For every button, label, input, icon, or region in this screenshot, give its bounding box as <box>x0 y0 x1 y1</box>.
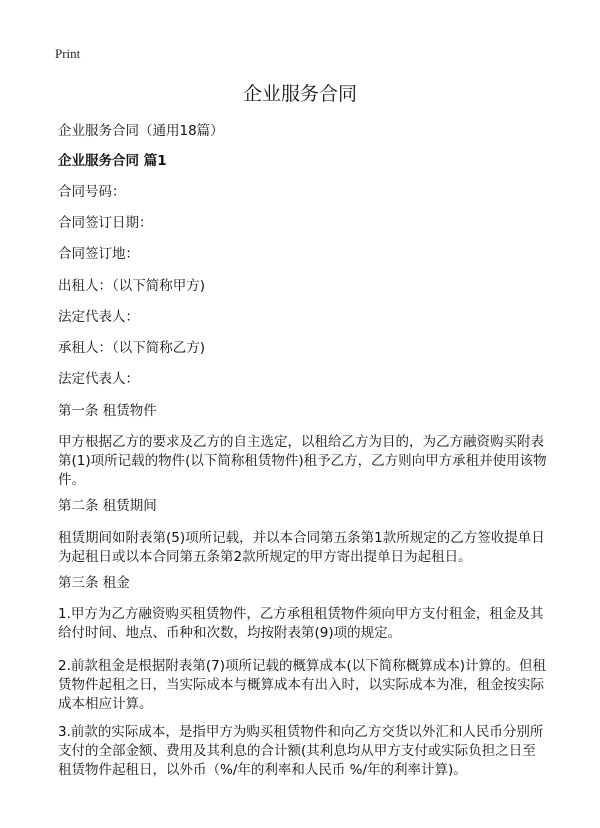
text-line: 赁物件起租之日，当实际成本与概算成本有出入时，以实际成本为准，租金按实际 <box>58 677 544 693</box>
article-1-body <box>58 433 558 490</box>
section-heading: 企业服务合同 篇1 <box>58 153 167 169</box>
text-line: 3.前款的实际成本，是指甲方为购买租赁物件和向乙方交货以外汇和人民币分别所 <box>58 724 544 740</box>
article-2-heading: 第二条 租赁期间 <box>58 498 157 514</box>
text-line: 为起租日或以本合同第五条第2款所规定的甲方寄出提单日为起租日。 <box>58 549 472 565</box>
text-line: 给付时间、地点、币种和次数，均按附表第(9)项的规定。 <box>58 625 402 641</box>
document-title: 企业服务合同 <box>242 83 357 105</box>
field-lessee-representative: 法定代表人： <box>58 371 139 387</box>
text-line: 租赁期间如附表第(5)项所记载，并以本合同第五条第1款所规定的乙方签收提单日 <box>58 530 545 546</box>
article-3-clause-3 <box>58 723 558 780</box>
field-sign-date: 合同签订日期： <box>58 215 153 231</box>
article-1-heading: 第一条 租赁物件 <box>58 403 157 419</box>
text-line: 1.甲方为乙方融资购买租赁物件，乙方承租租赁物件须向甲方支付租金，租金及其 <box>58 606 544 622</box>
text-line: 成本相应计算。 <box>58 696 153 712</box>
article-3-clause-2 <box>58 657 558 714</box>
field-sign-place: 合同签订地： <box>58 246 139 262</box>
text-line: 件。 <box>58 472 85 488</box>
text-line: 租赁物件起租日，以外币（%/年的利率和人民币 %/年的利率计算)。 <box>58 762 467 778</box>
field-lessee: 承租人：（以下简称乙方) <box>58 340 206 356</box>
text-line: 第(1)项所记载的物件(以下简称租赁物件)租予乙方，乙方则向甲方承租并使用该物 <box>58 453 547 469</box>
field-lessor: 出租人：（以下简称甲方) <box>58 278 206 294</box>
print-link[interactable]: Print <box>55 46 81 61</box>
article-2-body <box>58 529 558 567</box>
field-contract-number: 合同号码： <box>58 184 126 200</box>
text-line: 甲方根据乙方的要求及乙方的自主选定，以租给乙方为目的，为乙方融资购买附表 <box>58 434 544 450</box>
article-3-clause-1 <box>58 605 558 643</box>
field-lessor-representative: 法定代表人： <box>58 309 139 325</box>
text-line: 支付的全部金额、费用及其利息的合计额(其利息均从甲方支付或实际负担之日至 <box>58 743 536 759</box>
article-3-heading: 第三条 租金 <box>58 575 130 591</box>
document-subtitle: 企业服务合同（通用18篇） <box>58 123 224 139</box>
text-line: 2.前款租金是根据附表第(7)项所记载的概算成本(以下简称概算成本)计算的。但租 <box>58 658 547 674</box>
